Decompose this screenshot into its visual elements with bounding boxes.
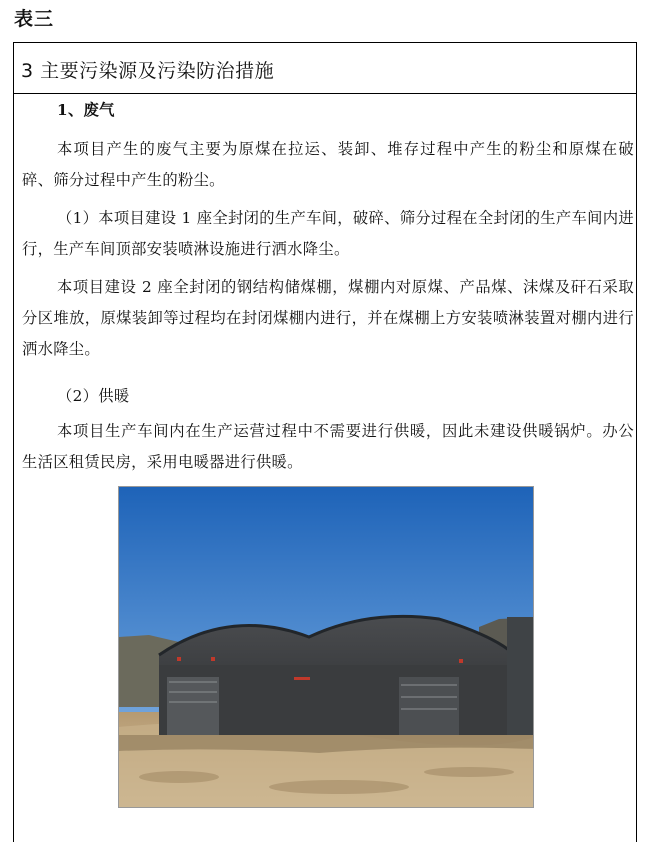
paragraph-heating: 本项目生产车间内在生产运营过程中不需要进行供暖，因此未建设供暖锅炉。办公生活区租赁民房，采用电暖器进行供暖。	[22, 422, 634, 471]
heating-heading: （2）供暖	[57, 387, 130, 405]
table-label: 表三	[14, 8, 55, 30]
paragraph-production-workshop: （1）本项目建设 1 座全封闭的生产车间，破碎、筛分过程在全封闭的生产车间内进行，生产车间顶部安装喷淋设施进行洒水降尘。	[22, 209, 634, 258]
subsection-heading: 1、废气	[57, 101, 115, 119]
title-divider	[13, 93, 637, 94]
paragraph-waste-gas-sources: 本项目产生的废气主要为原煤在拉运、装卸、堆存过程中产生的粉尘和原煤在破碎、筛分过程中产生的粉尘。	[22, 140, 634, 189]
coal-shed-photo	[118, 486, 534, 808]
paragraph-coal-sheds: 本项目建设 2 座全封闭的钢结构储煤棚，煤棚内对原煤、产品煤、沫煤及矸石采取分区堆放，原煤装卸等过程均在封闭煤棚内进行，并在煤棚上方安装喷淋装置对棚内进行洒水降尘。	[22, 278, 634, 358]
section-title: 3 主要污染源及污染防治措施	[21, 60, 275, 82]
